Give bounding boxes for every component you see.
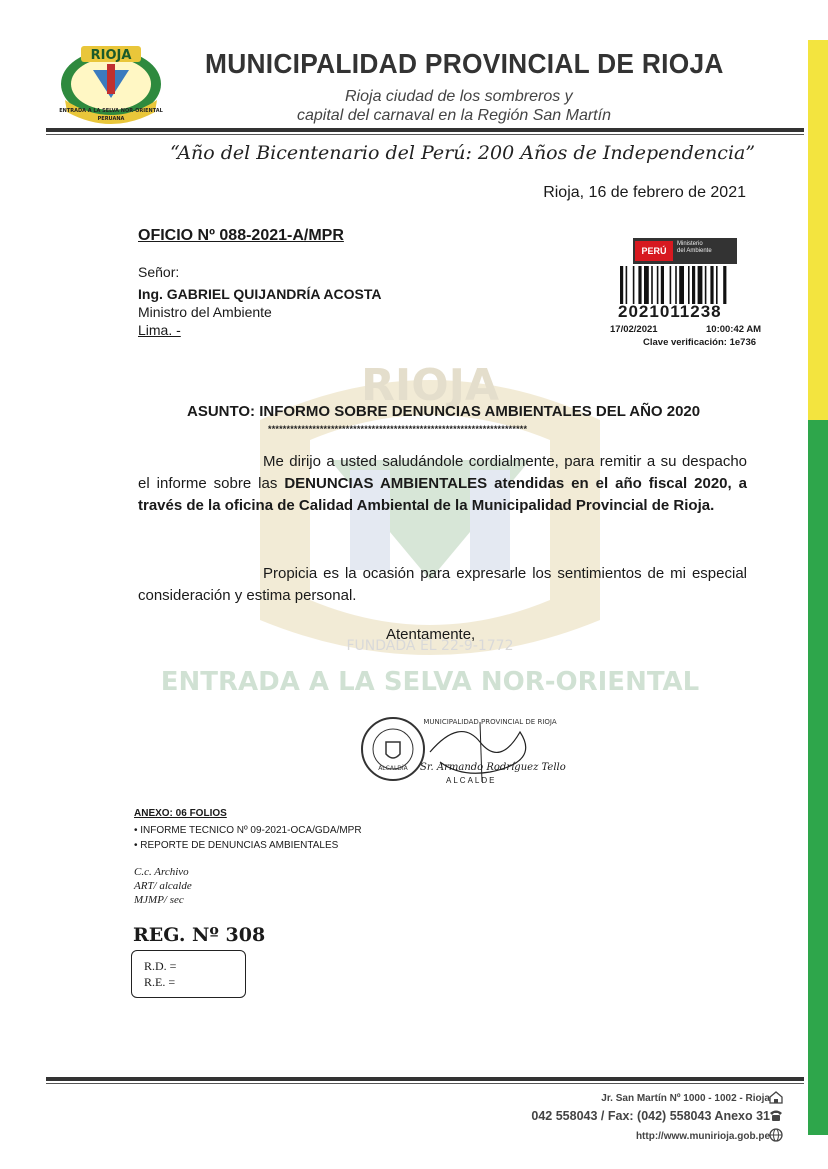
recipient-city: Lima. - <box>138 322 181 338</box>
official-seal-icon <box>360 716 426 782</box>
subtitle-line-2: capital del carnaval en la Región San Martín <box>297 107 611 124</box>
recipient-name: Ing. GABRIEL QUIJANDRÍA ACOSTA <box>138 286 382 302</box>
barcode-bar <box>698 266 703 304</box>
reception-stamp-header <box>633 238 737 264</box>
body-paragraph-1-text: Me dirijo a usted saludándole cordialmente, para remitir a su despacho el informe sobre las <box>138 453 747 492</box>
barcode-bar <box>657 266 659 304</box>
barcode-bar <box>692 266 695 304</box>
body-paragraph-1 <box>138 451 747 517</box>
watermark-ring: ENTRADA A LA SELVA NOR-ORIENTAL <box>160 667 700 697</box>
barcode-bar <box>710 266 713 304</box>
barcode-bar <box>705 266 707 304</box>
barcode-bar <box>679 266 684 304</box>
stamp-time: 10:00:42 AM <box>706 324 762 335</box>
cc-line: C.c. Archivo <box>134 866 189 878</box>
municipality-title: MUNICIPALIDAD PROVINCIAL DE RIOJA <box>205 48 724 79</box>
ministry-line-1: Ministerio <box>677 241 703 247</box>
registry-box <box>131 950 246 998</box>
signatory-name: Sr. Armando Rodríguez Tello <box>420 762 566 773</box>
cc-line: ART/ alcalde <box>134 880 192 892</box>
barcode-bar <box>620 266 623 304</box>
footer-divider-thin <box>46 1083 804 1084</box>
document-date: Rioja, 16 de febrero de 2021 <box>543 184 746 201</box>
footer-phone: 042 558043 / Fax: (042) 558043 Anexo 31 <box>531 1109 770 1123</box>
body-paragraph-2 <box>138 563 747 607</box>
telephone-icon <box>769 1108 783 1122</box>
footer-divider-thick <box>46 1077 804 1081</box>
barcode-bar <box>716 266 718 304</box>
signatory-title: ALCALDE <box>446 776 497 785</box>
oficio-number: OFICIO Nº 088-2021-A/MPR <box>138 227 344 244</box>
subject-separator: ********************************************************************** <box>268 424 528 434</box>
barcode-bar <box>688 266 690 304</box>
barcode-bar <box>633 266 635 304</box>
barcode-bar <box>675 266 677 304</box>
header-divider-thin <box>46 134 804 135</box>
municipal-logo <box>55 40 167 124</box>
house-icon <box>769 1090 783 1104</box>
logo-text-country: PERUANA <box>97 116 125 122</box>
globe-icon <box>769 1128 783 1142</box>
subtitle-line-1: Rioja ciudad de los sombreros y <box>345 88 573 105</box>
barcode-bar <box>670 266 672 304</box>
registry-re: R.E. = <box>144 975 176 989</box>
barcode-icon <box>620 266 750 304</box>
body-paragraph-2-text: Propicia es la ocasión para expresarle los sentimientos de mi especial consideración y estima personal. <box>138 565 747 604</box>
watermark-top: RIOJA <box>360 360 500 411</box>
subject-line: ASUNTO: INFORMO SOBRE DENUNCIAS AMBIENTALES DEL AÑO 2020 <box>187 403 701 420</box>
ministry-label <box>677 241 735 255</box>
year-motto: “Año del Bicentenario del Perú: 200 Años de Independencia” <box>170 142 756 164</box>
ministry-line-2: del Ambiente <box>677 248 712 254</box>
body-paragraph-1-bold: DENUNCIAS AMBIENTALES atendidas en el año fiscal 2020, a través de la oficina de Calidad Ambiental de la Municipalidad Provincial de Rioja. <box>138 475 747 514</box>
side-color-bar-yellow <box>808 40 828 420</box>
recipient-position: Ministro del Ambiente <box>138 304 272 320</box>
barcode-bar <box>626 266 628 304</box>
watermark-founded: FUNDADA EL 22-9-1772 <box>346 638 514 654</box>
logo-text-bottom: ENTRADA A LA SELVA NOR-ORIENTAL <box>59 108 163 114</box>
stamp-number: 2021011238 <box>618 302 722 321</box>
footer-address: Jr. San Martín Nº 1000 - 1002 - Rioja <box>601 1093 770 1104</box>
registry-number: REG. Nº 308 <box>133 924 266 946</box>
peru-label: PERÚ <box>635 241 673 261</box>
logo-text-top: RIOJA <box>90 48 132 63</box>
closing-salutation: Atentamente, <box>386 626 476 643</box>
annex-item: • INFORME TECNICO Nº 09-2021-OCA/GDA/MPR <box>134 825 362 836</box>
recipient-greeting: Señor: <box>138 264 180 280</box>
cc-line: MJMP/ sec <box>134 894 184 906</box>
stamp-date: 17/02/2021 <box>610 324 658 335</box>
barcode-bar <box>723 266 726 304</box>
barcode-bar <box>661 266 664 304</box>
footer-website[interactable]: http://www.munirioja.gob.pe <box>635 1131 770 1142</box>
barcode-bar <box>638 266 641 304</box>
header-divider-thick <box>46 128 804 132</box>
registry-rd: R.D. = <box>144 959 177 973</box>
seal-small-text: ALCALDÍA <box>378 765 408 772</box>
seal-header-text: MUNICIPALIDAD PROVINCIAL DE RIOJA <box>423 718 557 726</box>
stamp-verification-key: Clave verificación: 1e736 <box>643 337 757 348</box>
side-color-bar-green <box>808 420 828 1135</box>
annex-title: ANEXO: 06 FOLIOS <box>134 808 227 819</box>
barcode-bar <box>644 266 649 304</box>
annex-item: • REPORTE DE DENUNCIAS AMBIENTALES <box>134 840 339 851</box>
barcode-bar <box>651 266 653 304</box>
